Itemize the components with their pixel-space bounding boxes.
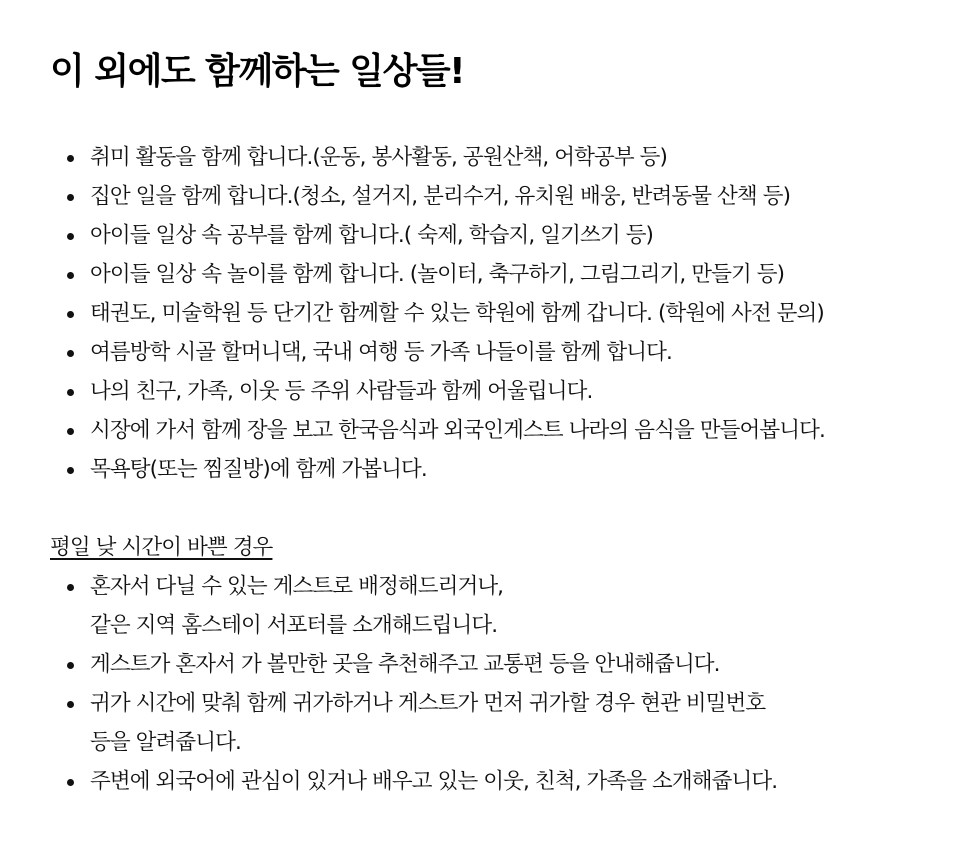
list-item [0, 684, 777, 762]
list-item [0, 762, 777, 801]
activities-list [0, 138, 825, 489]
list-item: 취미 활동을 함께 합니다.(운동, 봉사활동, 공원산책, 어학공부 등) [0, 138, 825, 177]
list-item [0, 567, 777, 645]
list-item-line: 등을 알려줍니다. [90, 730, 241, 755]
list-item-line: 게스트가 혼자서 가 볼만한 곳을 추천해주고 교통편 등을 안내해줍니다. [90, 652, 720, 677]
list-item: 태권도, 미술학원 등 단기간 함께할 수 있는 학원에 함께 갑니다. (학원에 사전 문의) [0, 294, 825, 333]
list-item: 집안 일을 함께 합니다.(청소, 설거지, 분리수거, 유치원 배웅, 반려동물 산책 등) [0, 177, 825, 216]
list-item-line: 귀가 시간에 맞춰 함께 귀가하거나 게스트가 먼저 귀가할 경우 현관 비밀번호 [90, 691, 766, 716]
section-heading: 평일 낮 시간이 바쁜 경우 [50, 535, 273, 560]
list-item: 아이들 일상 속 놀이를 함께 합니다. (놀이터, 축구하기, 그림그리기, 만들기 등) [0, 255, 825, 294]
list-item: 목욕탕(또는 찜질방)에 함께 가봅니다. [0, 450, 825, 489]
page-title: 이 외에도 함께하는 일상들! [50, 51, 465, 92]
list-item-line: 같은 지역 홈스테이 서포터를 소개해드립니다. [90, 613, 498, 638]
list-item: 나의 친구, 가족, 이웃 등 주위 사람들과 함께 어울립니다. [0, 372, 825, 411]
list-item-line: 주변에 외국어에 관심이 있거나 배우고 있는 이웃, 친척, 가족을 소개해줍니다. [90, 769, 778, 794]
weekday-tips-list [0, 567, 777, 801]
list-item: 아이들 일상 속 공부를 함께 합니다.( 숙제, 학습지, 일기쓰기 등) [0, 216, 825, 255]
list-item: 시장에 가서 함께 장을 보고 한국음식과 외국인게스트 나라의 음식을 만들어봅니다. [0, 411, 825, 450]
list-item-line: 혼자서 다닐 수 있는 게스트로 배정해드리거나, [90, 574, 504, 599]
list-item [0, 645, 777, 684]
list-item: 여름방학 시골 할머니댁, 국내 여행 등 가족 나들이를 함께 합니다. [0, 333, 825, 372]
